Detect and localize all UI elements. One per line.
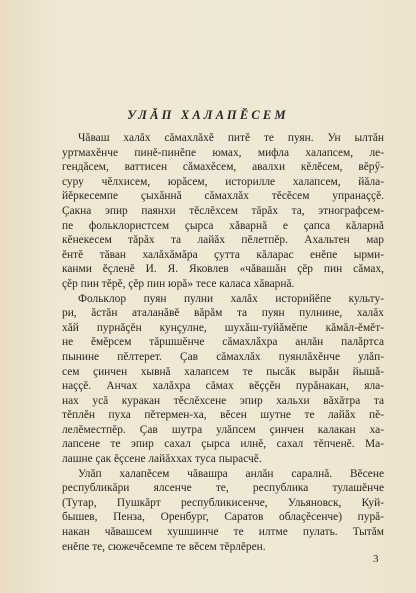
page-number: 3 <box>373 553 379 565</box>
body-text <box>62 131 384 554</box>
text-line: çĕр пин тĕрĕ, çĕр пин юрă» тесе каласа хăварнă. <box>62 277 295 290</box>
text-line: йĕркесемпе çыхăннă сăмахлăх тĕсĕсем упранаççĕ. <box>62 190 384 203</box>
text-line: лелĕместпĕр. Çав шутра улăпсем çинчен калакан ха- <box>62 423 384 436</box>
text-line: пынине пĕлтерет. Çав сăмахлăх пуянлăхĕнче улăп- <box>62 350 384 363</box>
text-line: енĕпе те, сюжечĕсемпе те вĕсем тĕрлĕрен. <box>62 540 266 553</box>
text-line: наççĕ. Анчах халăхра сăмах вĕççĕн пурăнакан, яла- <box>62 380 384 393</box>
text-line: ри, ăстăн аталанăвĕ вăрăм та пуян пулнине, халăх <box>62 307 384 320</box>
text-line: Чăваш халăх сăмахлăхĕ питĕ те пуян. Ун ылтăн <box>78 132 384 144</box>
text-line: лашне çак ĕçсене лайăххах туса пырасчĕ. <box>62 453 262 466</box>
text-line: канми ĕçленĕ И. Я. Яковлев «чăвашăн çĕр пин сăмах, <box>62 263 384 276</box>
text-line: нах усă куракан тĕслĕхсене эпир хальхи вăхăтра та <box>62 394 384 407</box>
text-line: Улăп халапĕсем чăвашра анлăн саралнă. Вĕсене <box>78 467 384 480</box>
text-line: пе фольклористсем çырса хăварнă е çапса кăларнă <box>62 219 384 232</box>
text-line: (Тутар, Пушкăрт республикисенче, Ульяновск, Куй- <box>62 496 384 509</box>
text-line: лапсене те эпир сахал çырса илнĕ, сахал тĕпченĕ. Ма- <box>62 438 384 451</box>
text-line: уртмахĕнче пинĕ-пинĕпе юмах, мифла халапсем, ле- <box>62 146 384 159</box>
text-line: гендăсем, ваттисен сăмахĕсем, авалхи кĕлĕсем, вĕрӳ- <box>62 161 384 174</box>
text-line: суру чĕлхисем, юрăсем, историлле халапсем, йăла- <box>62 175 384 188</box>
text-line: Çакна эпир паянхи тĕслĕхсем тăрăх та, этнографсем- <box>62 204 384 217</box>
text-line: не ĕмĕрсем тăршшĕнче сăмахлăхра анлăн палăртса <box>62 336 384 349</box>
text-line: Фольклор пуян пулни халăх историйĕпе культу- <box>78 292 384 305</box>
text-line: накан чăвашсем хушшинче те илтме пулать. Тытăм <box>62 526 384 539</box>
chapter-title: УЛĂП ХАЛАПĔСЕМ <box>127 108 289 122</box>
text-line: кĕнекесем тăрăх та лайăх пĕлетпĕр. Ахальтен мар <box>62 234 384 247</box>
text-line: бышев, Пенза, Оренбург, Саратов облаçĕсенче) пурă- <box>62 511 384 524</box>
text-line: хăй пурнăçĕн кунçулне, шухăш-туйăмĕпе кăмăл-ĕмĕт- <box>62 321 384 334</box>
text-line: республикăри ялсенче те, республика тулашĕнче <box>62 482 384 495</box>
text-line: сем çинчен хывнă халапсем те пысăк вырăн йышă- <box>62 365 384 378</box>
text-line: тĕплĕн пуха пĕтермен-ха, вĕсен шутне те лайăх пĕ- <box>62 409 384 422</box>
text-line: ĕнтĕ тăван халăхăмăра çутта кăларас енĕпе ырми- <box>62 248 384 261</box>
